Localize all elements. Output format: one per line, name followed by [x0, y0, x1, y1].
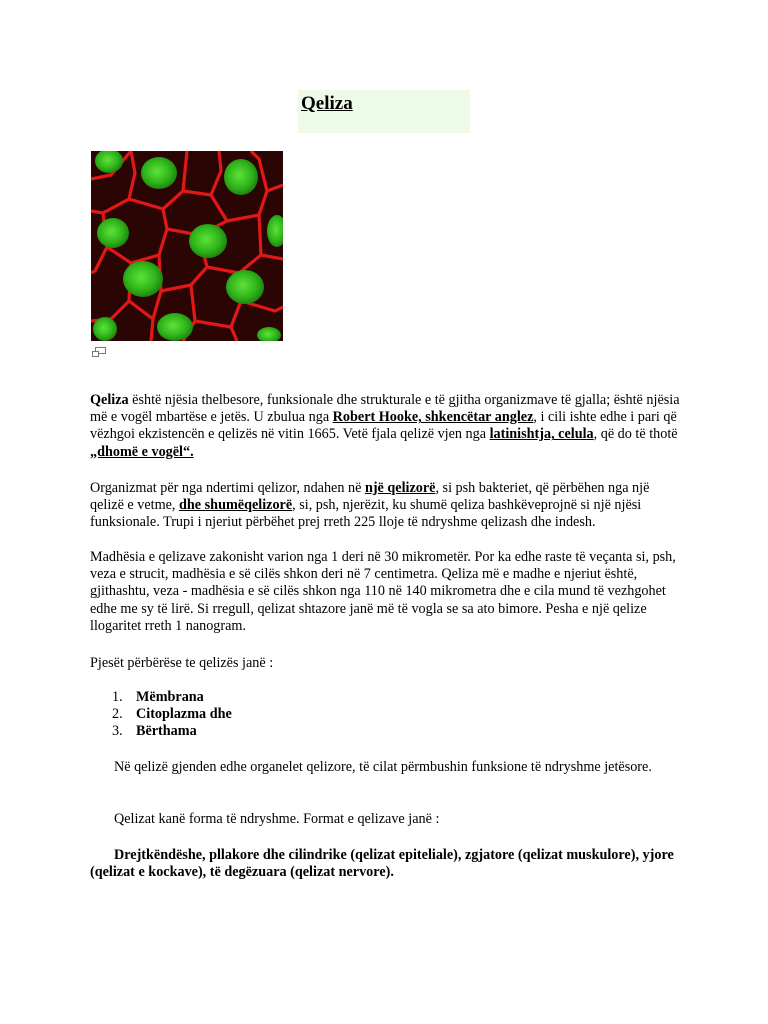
components-list [90, 689, 232, 741]
link-latinishtja[interactable]: latinishtja, celula [489, 426, 594, 443]
list-number: 2. [112, 706, 123, 723]
list-label: Bërthama [136, 723, 197, 740]
text-span: , që do të thotë [593, 426, 678, 443]
list-number: 1. [112, 689, 123, 705]
enlarge-icon[interactable] [92, 347, 106, 357]
intro-paragraph [90, 392, 680, 461]
link-nje-qelizore[interactable]: një qelizorë [364, 480, 436, 496]
list-label: Mëmbrana [136, 689, 204, 705]
text-span: Organizmat për nga ndertimi qelizor, ndahen në [90, 480, 365, 496]
list-number: 3. [112, 723, 123, 740]
link-dhome-e-vogel[interactable]: „dhomë e vogël“. [90, 443, 194, 460]
link-shumeqelizore[interactable]: dhe shumëqelizorë [179, 497, 293, 514]
organisms-paragraph [90, 480, 680, 532]
organelles-paragraph: Në qelizë gjenden edhe organelet qelizore, të cilat përmbushin funksione të ndryshme jetësore. [114, 759, 652, 775]
text-span: , i cili ishte edhe i pari që vëzhgoi ekzistencën e qelizës në vitin 1665. Vetë fjala qelizë vjen nga [90, 409, 677, 443]
size-paragraph: Madhësia e qelizave zakonisht varion nga 1 deri në 30 mikrometër. Por ka edhe raste të veçanta si, psh, veza e strucit, madhësia e së cilës shkon deri në 7 centimetra. Qeliza më e madhe e njeriut është, gjithashtu, veza - madhësia e së cilës shkon nga 110 në 140 mikrometra dhe e cila mund të vezhgohet edhe me sy të lirë. Si rregull, qelizat shtazore janë më të vogla se sa ato bimore. Pesha e një qelize llogaritet rreth 1 nanogram. [90, 549, 676, 634]
cell-micrograph-image [91, 151, 283, 341]
link-robert-hooke[interactable]: Robert Hooke, shkencëtar anglez [332, 409, 534, 426]
term-qeliza: Qeliza [90, 392, 129, 408]
text-span: është njësia thelbesore, funksionale dhe strukturale e të gjitha organizmave të gjalla; është njësia më e vogël mbartëse e jetës. U zbulua nga [90, 392, 680, 426]
components-intro: Pjesët përbërëse te qelizës janë : [90, 655, 274, 671]
list-label: Citoplazma dhe [136, 706, 232, 723]
list-item [90, 689, 232, 706]
text-span: , si psh bakteriet, që përbëhen nga një qelizë e vetme, [90, 480, 650, 514]
shapes-paragraph: Drejtkëndëshe, pllakore dhe cilindrike (qelizat epiteliale), zgjatore (qelizat muskulore), yjore (qelizat e kockave), të degëzuara (qelizat nervore). [90, 847, 674, 881]
page-title: Qeliza [301, 93, 353, 114]
list-item [90, 723, 232, 740]
text-span: , si, psh, njerëzit, ku shumë qeliza bashkëveprojnë si një njësi funksionale. Trupi i njeriut përbëhet prej rreth 225 lloje të ndryshme qelizash dhe indesh. [90, 497, 642, 531]
list-item [90, 706, 232, 723]
shapes-intro: Qelizat kanë forma të ndryshme. Format e qelizave janë : [114, 811, 440, 827]
